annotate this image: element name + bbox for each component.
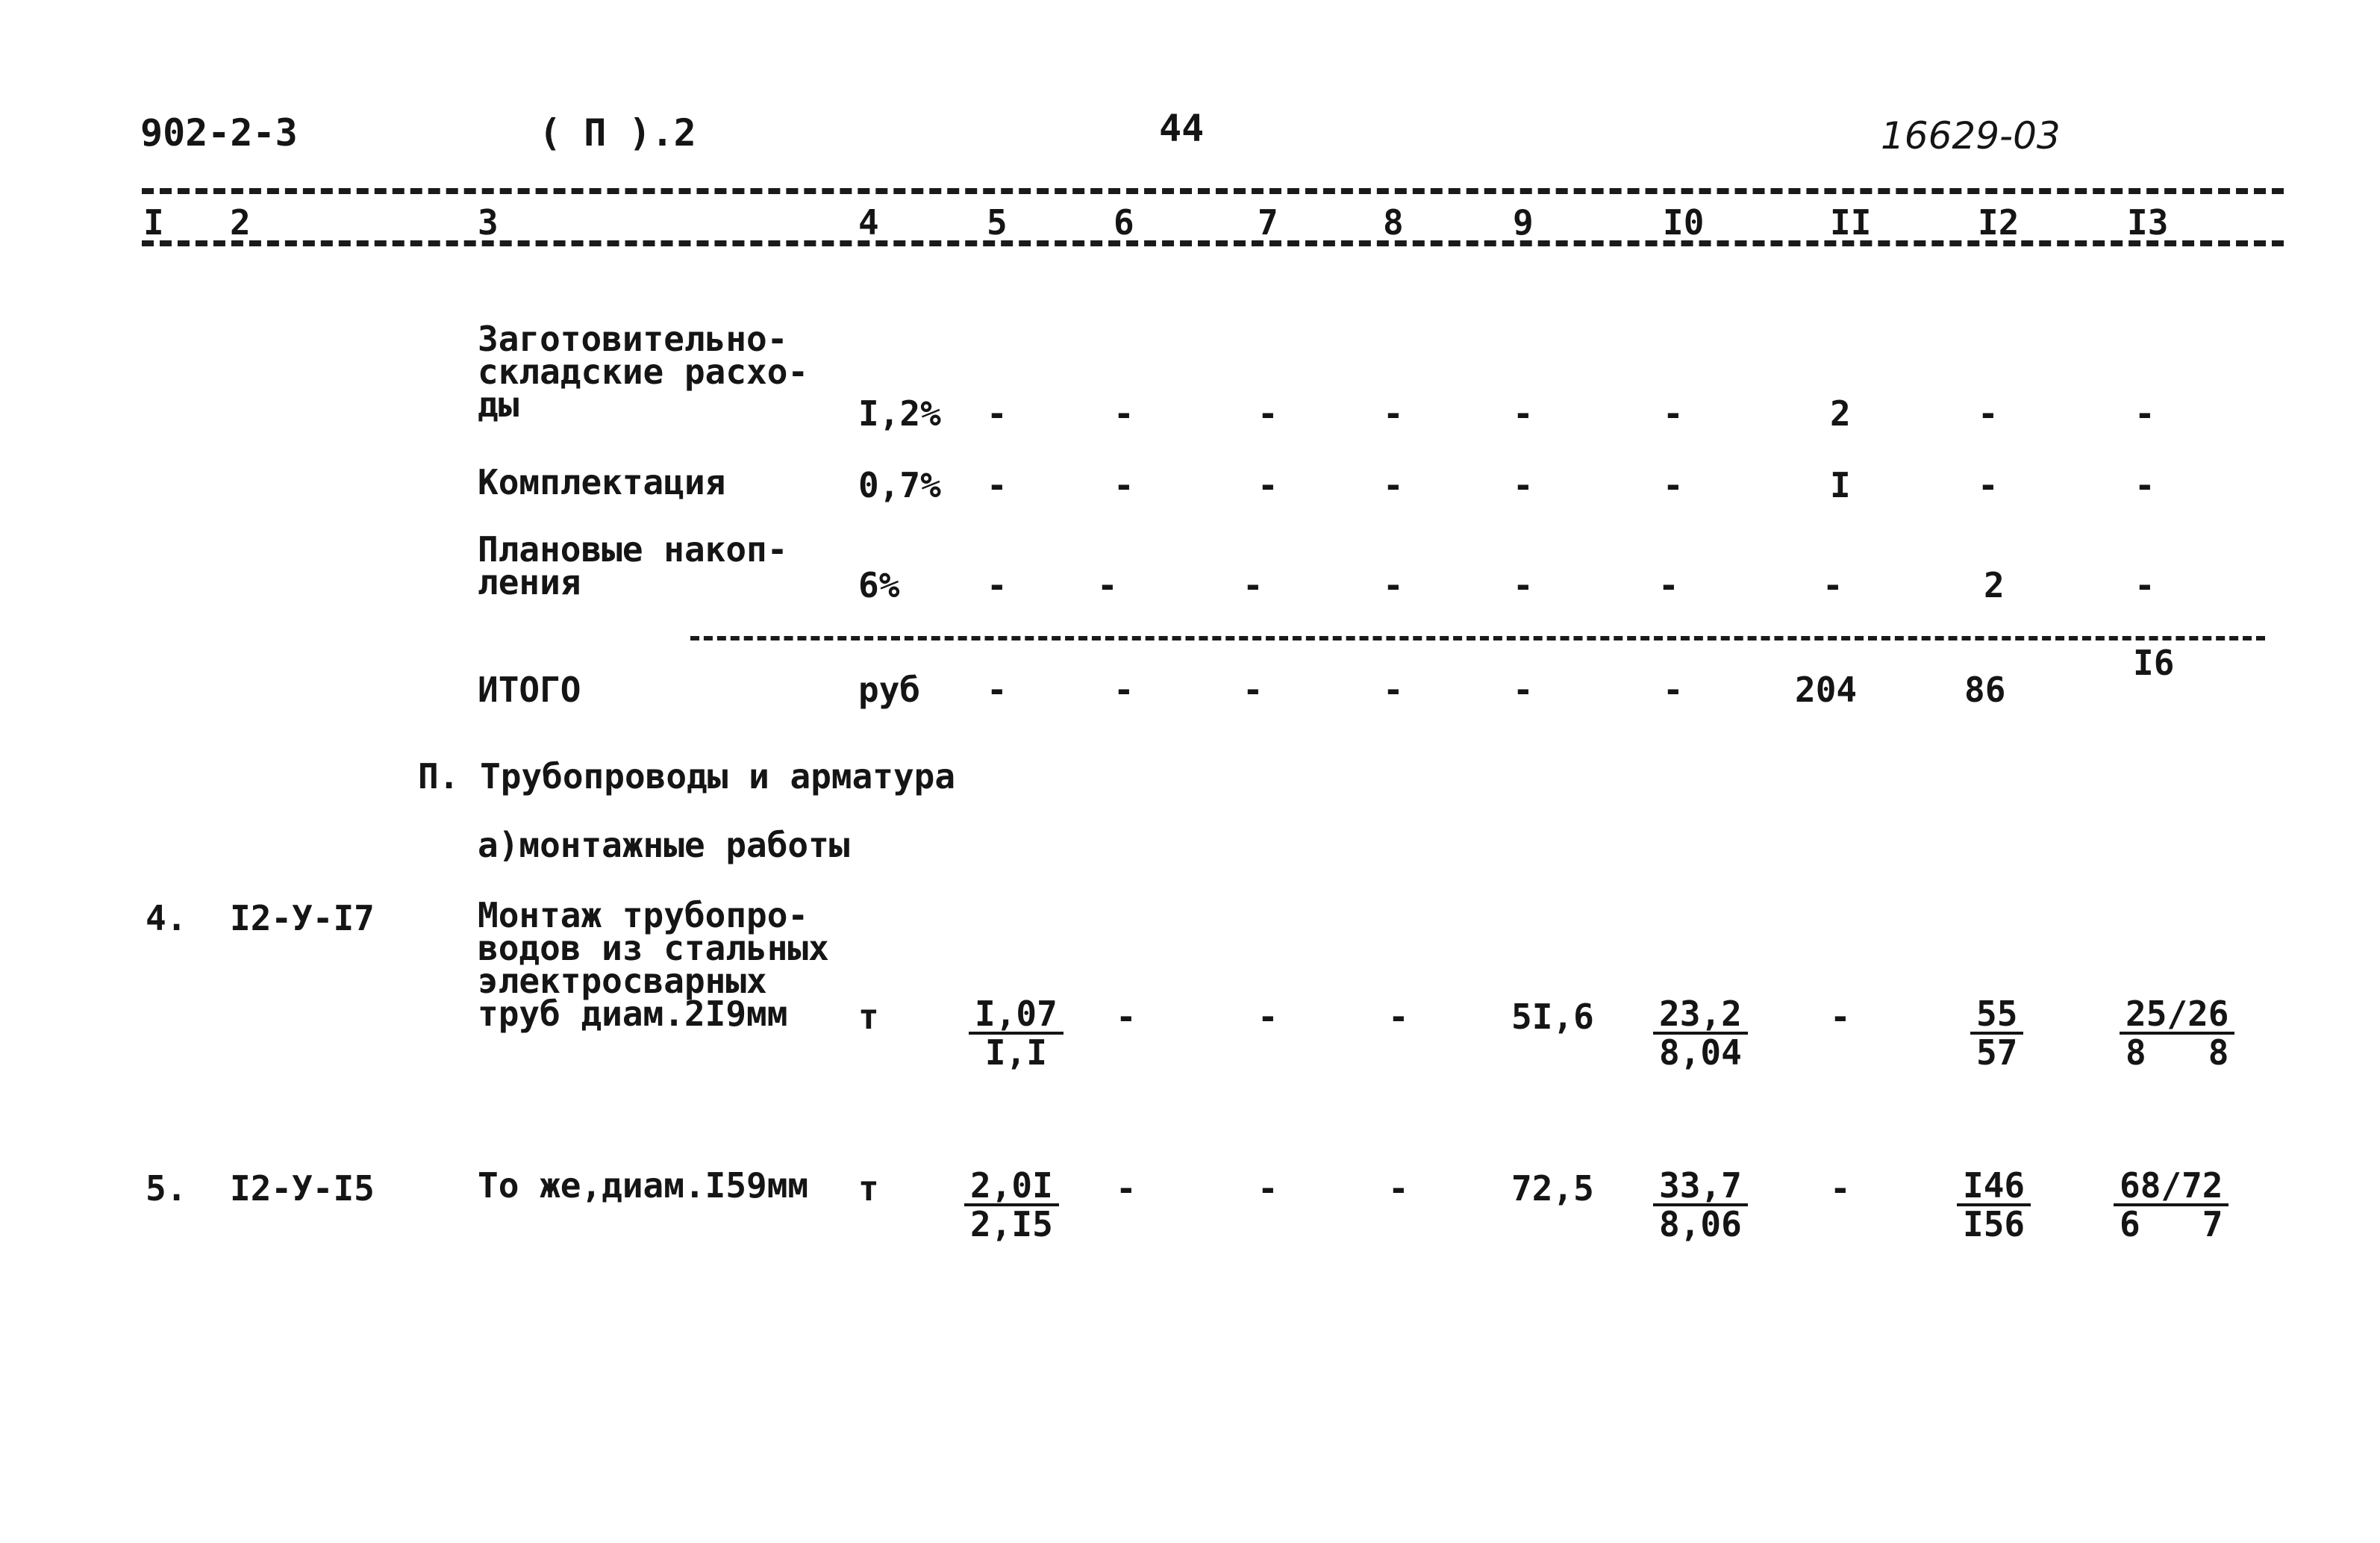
fraction-denominator: 6 7 xyxy=(2120,1204,2223,1244)
fraction-cell xyxy=(2114,1165,2228,1244)
fraction-denominator: I,I xyxy=(984,1032,1047,1073)
table-cell: - xyxy=(1513,465,1534,505)
table-cell: - xyxy=(1116,997,1137,1037)
subsection-title: а)монтажные работы xyxy=(478,825,850,865)
row-rate: 0,7% xyxy=(858,465,941,505)
column-number: 7 xyxy=(1258,202,1278,243)
table-cell: - xyxy=(1658,565,1679,605)
row-name: Комплектация xyxy=(478,462,726,502)
header-rule-bottom xyxy=(142,240,2284,246)
total-unit: руб xyxy=(858,670,921,710)
item-number: 5. xyxy=(146,1168,187,1209)
table-cell: - xyxy=(1513,670,1534,710)
column-number: 2 xyxy=(230,202,251,243)
fraction-cell xyxy=(2120,994,2234,1073)
fraction-numerator: I,07 xyxy=(969,997,1063,1035)
total-label: ИТОГО xyxy=(478,670,581,710)
table-cell: I xyxy=(1830,465,1851,505)
fraction-cell xyxy=(1653,994,1748,1073)
table-cell: - xyxy=(2134,565,2155,605)
table-cell: - xyxy=(1116,1168,1137,1209)
table-cell: - xyxy=(1383,670,1404,710)
column-number: I0 xyxy=(1663,202,1705,243)
item-unit: т xyxy=(858,997,879,1037)
table-cell: - xyxy=(1663,465,1684,505)
table-cell: - xyxy=(1823,565,1843,605)
subtotal-rule xyxy=(690,636,2265,640)
fraction-numerator: I46 xyxy=(1957,1169,2031,1206)
fraction-numerator: 68/72 xyxy=(2114,1169,2228,1206)
inventory-number: 16629-03 xyxy=(1881,114,2061,158)
table-cell: - xyxy=(1978,465,1999,505)
fraction-denominator: 57 xyxy=(1976,1032,2018,1073)
item-number: 4. xyxy=(146,898,187,938)
fraction-cell xyxy=(1957,1165,2031,1244)
table-cell: 204 xyxy=(1795,670,1858,710)
column-number: 8 xyxy=(1383,202,1404,243)
column-number: I xyxy=(143,202,164,243)
table-cell: - xyxy=(1243,670,1264,710)
section-number: ( П ).2 xyxy=(539,111,696,155)
table-cell: - xyxy=(987,670,1008,710)
column-number: 9 xyxy=(1513,202,1534,243)
table-cell: - xyxy=(1830,997,1851,1037)
fraction-denominator: I56 xyxy=(1963,1204,2026,1244)
header-rule-top xyxy=(142,188,2284,194)
table-cell: - xyxy=(2134,465,2155,505)
table-cell: - xyxy=(987,565,1008,605)
table-cell: - xyxy=(1663,670,1684,710)
column-number: 3 xyxy=(478,202,499,243)
fraction-cell xyxy=(1970,994,2023,1073)
table-cell: - xyxy=(1258,997,1278,1037)
column-number: 4 xyxy=(858,202,879,243)
table-cell: - xyxy=(987,393,1008,434)
fraction-numerator: 25/26 xyxy=(2120,997,2234,1035)
row-name: Плановые накоп- ления xyxy=(478,529,788,602)
table-cell: 2 xyxy=(1984,565,2005,605)
fraction-cell xyxy=(964,1165,1059,1244)
row-rate: 6% xyxy=(858,565,900,605)
table-cell: - xyxy=(1663,393,1684,434)
table-cell: - xyxy=(1258,465,1278,505)
fraction-denominator: 8,06 xyxy=(1659,1204,1742,1244)
table-cell: - xyxy=(1114,465,1134,505)
fraction-cell xyxy=(1653,1165,1748,1244)
fraction-numerator: 23,2 xyxy=(1653,997,1748,1035)
table-cell: - xyxy=(1383,565,1404,605)
fraction-numerator: 33,7 xyxy=(1653,1169,1748,1206)
column-number: I2 xyxy=(1978,202,2020,243)
fraction-numerator: 55 xyxy=(1970,997,2023,1035)
table-cell: 72,5 xyxy=(1511,1168,1594,1209)
table-cell: 86 xyxy=(1964,670,2006,710)
table-cell: - xyxy=(1383,465,1404,505)
fraction-numerator: 2,0I xyxy=(964,1169,1059,1206)
item-code: I2-У-I7 xyxy=(230,898,375,938)
table-cell: - xyxy=(1114,670,1134,710)
table-cell: - xyxy=(1258,1168,1278,1209)
fraction-denominator: 8,04 xyxy=(1659,1032,1742,1073)
table-cell: - xyxy=(1830,1168,1851,1209)
column-number: 6 xyxy=(1114,202,1134,243)
table-cell: - xyxy=(1383,393,1404,434)
fraction-cell xyxy=(969,994,1063,1073)
table-cell: - xyxy=(1243,565,1264,605)
table-cell: - xyxy=(1388,997,1409,1037)
document-code: 902-2-3 xyxy=(140,111,298,155)
table-cell: I6 xyxy=(2133,643,2175,683)
row-name: Заготовительно- складские расхо- ды xyxy=(478,319,809,425)
row-rate: I,2% xyxy=(858,393,941,434)
column-number: 5 xyxy=(987,202,1008,243)
table-cell: - xyxy=(1513,565,1534,605)
table-cell: - xyxy=(1513,393,1534,434)
table-cell: - xyxy=(1978,393,1999,434)
item-code: I2-У-I5 xyxy=(230,1168,375,1209)
table-cell: - xyxy=(1388,1168,1409,1209)
table-cell: - xyxy=(1114,393,1134,434)
section-title: П. Трубопроводы и арматура xyxy=(418,756,956,797)
table-cell: - xyxy=(1258,393,1278,434)
page-number: 44 xyxy=(1159,107,1205,150)
table-cell: 5I,6 xyxy=(1511,997,1594,1037)
fraction-denominator: 8 8 xyxy=(2126,1032,2229,1073)
table-cell: - xyxy=(2134,393,2155,434)
column-number: I3 xyxy=(2127,202,2169,243)
column-number: II xyxy=(1830,202,1872,243)
item-name: То же,диам.I59мм xyxy=(478,1165,809,1206)
fraction-denominator: 2,I5 xyxy=(970,1204,1053,1244)
item-unit: т xyxy=(858,1168,879,1209)
table-cell: 2 xyxy=(1830,393,1851,434)
table-cell: - xyxy=(1097,565,1118,605)
item-name: Монтаж трубопро- водов из стальных электросварных труб диам.2I9мм xyxy=(478,895,829,1034)
table-cell: - xyxy=(987,465,1008,505)
